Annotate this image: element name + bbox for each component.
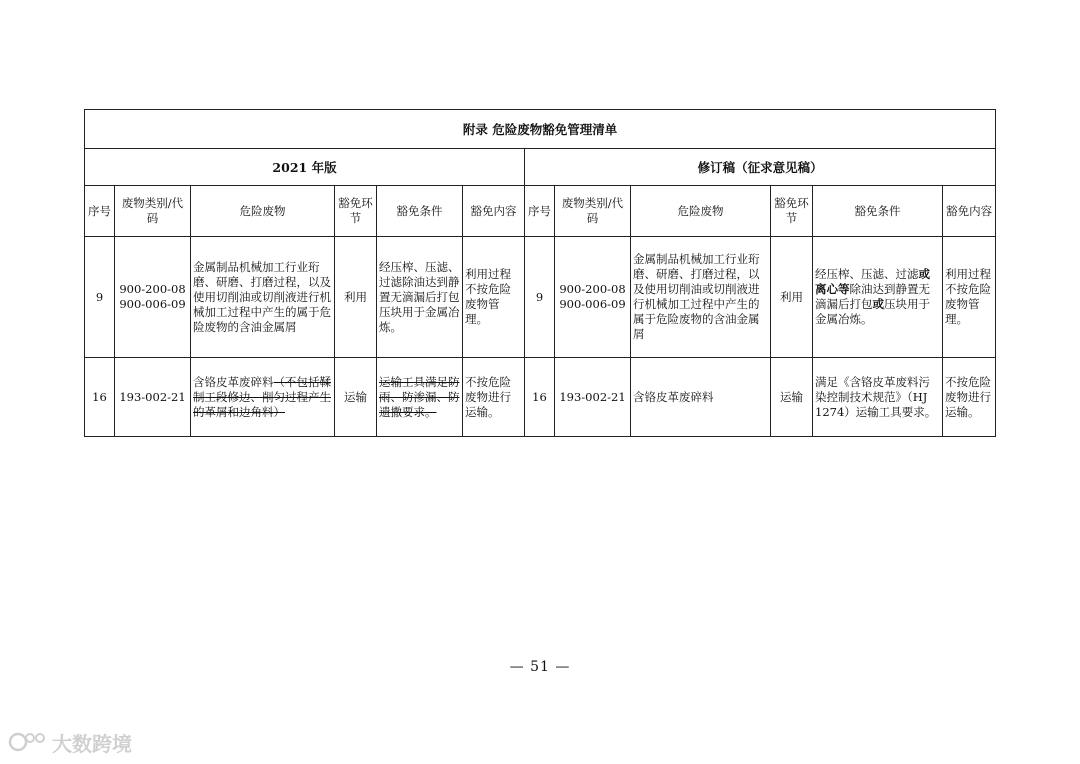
cond-added-text: 或 xyxy=(872,297,884,311)
watermark-text: 大数跨境 xyxy=(52,731,132,756)
waste-cell xyxy=(191,358,335,437)
table-row xyxy=(85,358,996,437)
seq-cell-rev: 9 xyxy=(525,237,555,358)
cond-cell-rev-added: 满足《含铬皮革废料污染控制技术规范》（HJ 1274）运输工具要求。 xyxy=(813,358,943,437)
cond-text: 压块用于金属冶炼。 xyxy=(815,297,930,326)
waste-deleted-text: （不包括鞣制工段修边、削匀过程产生的革屑和边角料） xyxy=(193,374,331,419)
waste-text: 含铬皮革废碎料 xyxy=(193,374,274,389)
table-title: 附录 危险废物豁免管理清单 xyxy=(85,110,996,149)
waste-cell: 金属制品机械加工行业珩磨、研磨、打磨过程，以及使用切削油或切削液进行机械加工过程中产生的属于危险废物的含油金属屑 xyxy=(191,237,335,358)
cond-text: 除油达到静置无滴漏后打包 xyxy=(815,282,930,311)
content-cell: 利用过程不按危险废物管理。 xyxy=(463,237,525,358)
waste-cell-rev: 含铬皮革废碎料 xyxy=(631,358,771,437)
col-stage: 豁免环节 xyxy=(335,186,377,237)
col-waste-rev: 危险废物 xyxy=(631,186,771,237)
exemption-table xyxy=(84,109,996,437)
col-seq: 序号 xyxy=(85,186,115,237)
col-cond-rev: 豁免条件 xyxy=(813,186,943,237)
cond-text: 经压榨、压滤、过滤 xyxy=(815,267,919,281)
content-cell: 不按危险废物进行运输。 xyxy=(463,358,525,437)
table-row xyxy=(85,237,996,358)
content-cell-rev: 不按危险废物进行运输。 xyxy=(943,358,996,437)
stage-cell-rev: 运输 xyxy=(771,358,813,437)
col-waste: 危险废物 xyxy=(191,186,335,237)
cond-added-text: 或离心等 xyxy=(815,267,930,296)
col-content-rev: 豁免内容 xyxy=(943,186,996,237)
waste-cell-rev: 金属制品机械加工行业珩磨、研磨、打磨过程，以及使用切削油或切削液进行机械加工过程中产生的属于危险废物的含油金属屑 xyxy=(631,237,771,358)
code-cell-rev: 900-200-08 900-006-09 xyxy=(555,237,631,358)
code-cell: 900-200-08 900-006-09 xyxy=(115,237,191,358)
column-header-row xyxy=(85,186,996,237)
col-cond: 豁免条件 xyxy=(377,186,463,237)
col-stage-rev: 豁免环节 xyxy=(771,186,813,237)
col-seq-rev: 序号 xyxy=(525,186,555,237)
stage-cell-rev: 利用 xyxy=(771,237,813,358)
col-content: 豁免内容 xyxy=(463,186,525,237)
stage-cell: 利用 xyxy=(335,237,377,358)
seq-cell-rev: 16 xyxy=(525,358,555,437)
watermark xyxy=(8,728,132,756)
seq-cell: 9 xyxy=(85,237,115,358)
code-cell-rev: 193-002-21 xyxy=(555,358,631,437)
version-2021-header: 2021 年版 xyxy=(85,149,525,186)
version-revised-header: 修订稿（征求意见稿） xyxy=(525,149,996,186)
stage-cell: 运输 xyxy=(335,358,377,437)
cond-cell-rev xyxy=(813,237,943,358)
page-number: — 51 — xyxy=(509,659,571,675)
watermark-logo-icon xyxy=(8,729,48,755)
content-cell-rev: 利用过程不按危险废物管理。 xyxy=(943,237,996,358)
col-code: 废物类别/代码 xyxy=(115,186,191,237)
seq-cell: 16 xyxy=(85,358,115,437)
cond-cell: 经压榨、压滤、过滤除油达到静置无滴漏后打包压块用于金属冶炼。 xyxy=(377,237,463,358)
code-cell: 193-002-21 xyxy=(115,358,191,437)
cond-cell-deleted: 运输工具满足防雨、防渗漏、防遗撒要求。 xyxy=(377,358,463,437)
col-code-rev: 废物类别/代码 xyxy=(555,186,631,237)
